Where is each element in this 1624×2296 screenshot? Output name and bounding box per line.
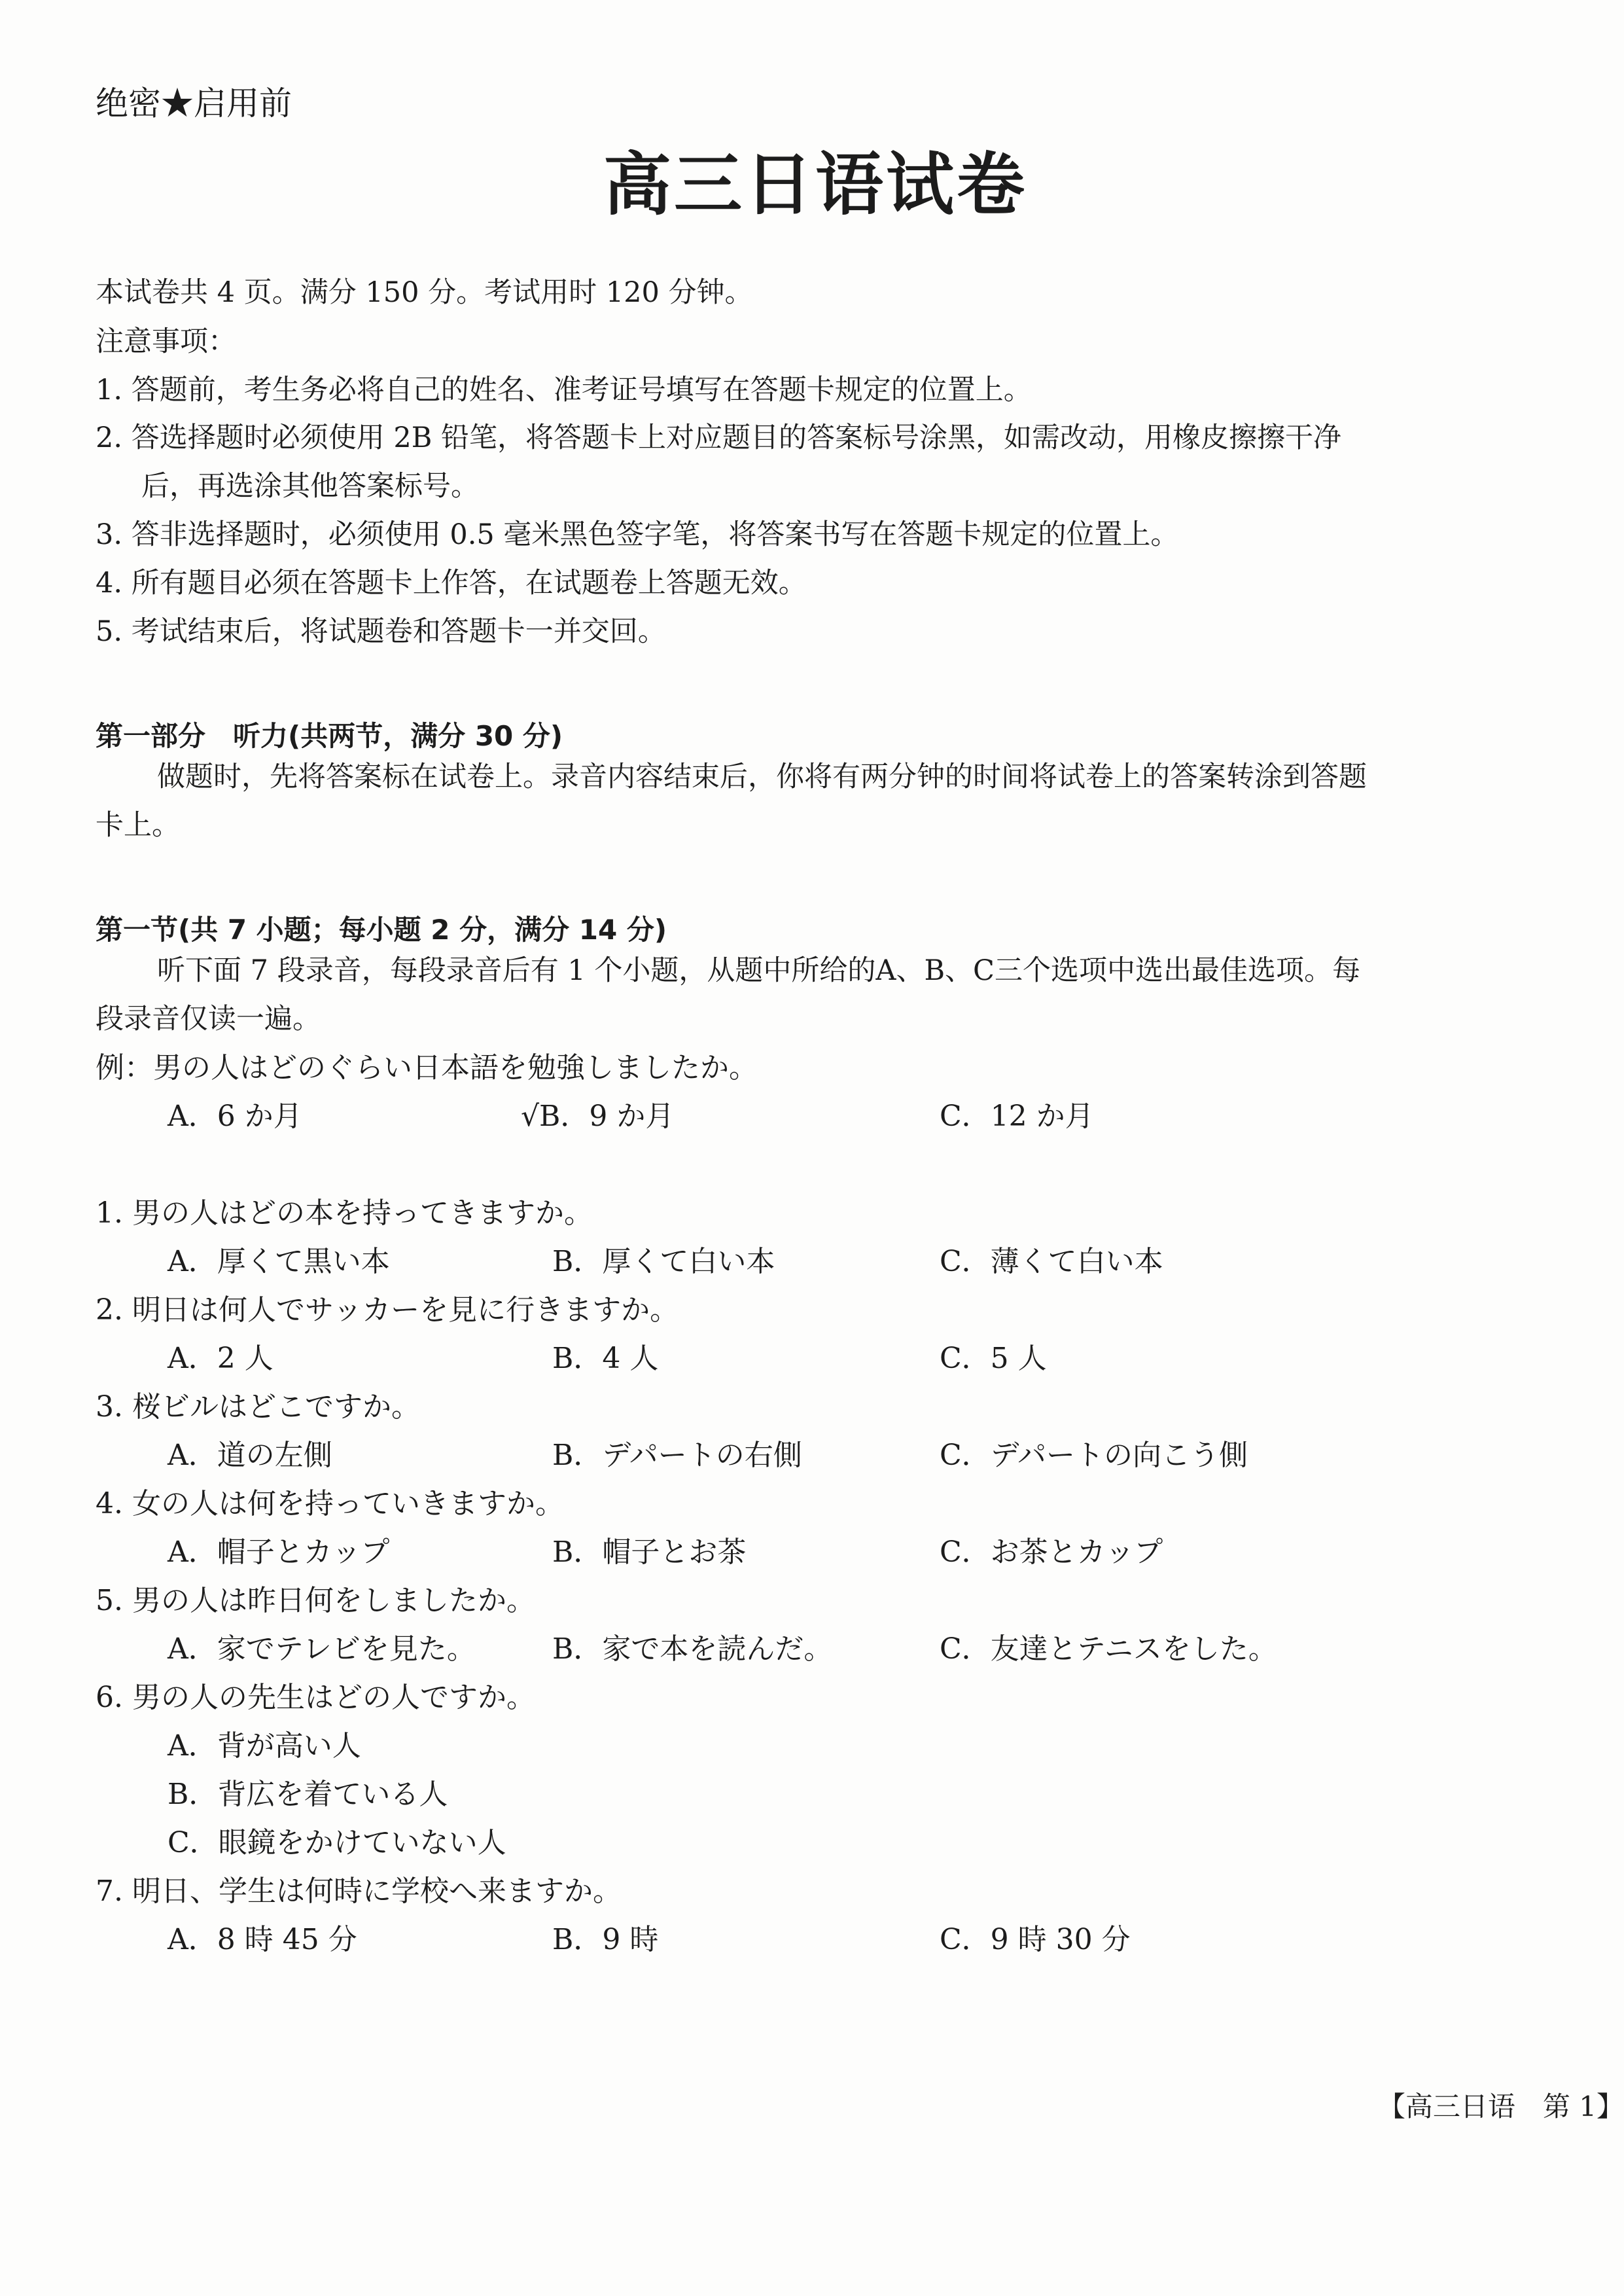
example-option-a: A．6 か月 xyxy=(168,1100,302,1133)
notice-item: 3. 答非选择题时，必须使用 0.5 毫米黑色签字笔，将答案书写在答题卡规定的位置上。 xyxy=(96,518,1179,551)
section1-instructions: 听下面 7 段录音，每段录音后有 1 个小题，从题中所给的A、B、C三个选项中选出最佳选项。每 xyxy=(157,954,1360,987)
notice-item: 2. 答选择题时必须使用 2B 铅笔，将答题卡上对应题目的答案标号涂黑，如需改动，用橡皮擦擦干净 xyxy=(96,422,1341,454)
example-option-c: C．12 か月 xyxy=(940,1100,1094,1133)
question-4: 4. 女の人は何を持っていきますか。 xyxy=(96,1487,564,1520)
question-5: 5. 男の人は昨日何をしましたか。 xyxy=(96,1584,535,1617)
example-question: 例：男の人はどのぐらい日本語を勉強しましたか。 xyxy=(96,1051,758,1085)
question-6-option-b: B．背広を着ている人 xyxy=(168,1778,448,1811)
notice-title: 注意事项： xyxy=(96,325,236,358)
question-7-option-b: B．9 時 xyxy=(552,1923,659,1956)
question-3-option-b: B．デパートの右側 xyxy=(552,1439,802,1472)
question-4-option-b: B．帽子とお茶 xyxy=(552,1535,747,1569)
question-5-option-a: A．家でテレビを見た。 xyxy=(168,1632,476,1666)
question-5-option-b: B．家で本を読んだ。 xyxy=(552,1632,833,1666)
notice-item-continuation: 后，再选涂其他答案标号。 xyxy=(141,470,479,503)
question-7: 7. 明日、学生は何時に学校へ来ますか。 xyxy=(96,1874,622,1908)
part1-instructions: 做题时，先将答案标在试卷上。录音内容结束后，你将有两分钟的时间将试卷上的答案转涂到答题 xyxy=(157,761,1367,793)
question-2-option-b: B．4 人 xyxy=(552,1342,659,1375)
section1-instructions-continuation: 段录音仅读一遍。 xyxy=(96,1003,321,1035)
question-1-option-c: C．薄くて白い本 xyxy=(940,1245,1163,1278)
example-option-b: √B．9 か月 xyxy=(521,1100,675,1133)
question-1-option-b: B．厚くて白い本 xyxy=(552,1245,775,1278)
part1-instructions-continuation: 卡上。 xyxy=(96,809,180,842)
question-6-option-a: A．背が高い人 xyxy=(168,1729,361,1763)
notice-item: 4. 所有题目必须在答题卡上作答，在试题卷上答题无效。 xyxy=(96,567,807,600)
page-footer: 【高三日语 第 1】 xyxy=(1377,2090,1624,2123)
notice-item: 5. 考试结束后，将试题卷和答题卡一并交回。 xyxy=(96,615,666,648)
question-4-option-c: C．お茶とカップ xyxy=(940,1535,1163,1569)
question-7-option-c: C．9 時 30 分 xyxy=(940,1923,1131,1956)
question-1-option-a: A．厚くて黒い本 xyxy=(168,1245,390,1278)
question-2: 2. 明日は何人でサッカーを見に行きますか。 xyxy=(96,1293,679,1327)
exam-summary: 本试卷共 4 页。满分 150 分。考试用时 120 分钟。 xyxy=(96,276,753,309)
question-1: 1. 男の人はどの本を持ってきますか。 xyxy=(96,1196,593,1230)
question-6: 6. 男の人の先生はどの人ですか。 xyxy=(96,1681,535,1714)
question-2-option-a: A．2 人 xyxy=(168,1342,274,1375)
page-title: 高三日语试卷 xyxy=(603,145,1027,224)
part1-heading: 第一部分 听力(共两节，满分 30 分) xyxy=(96,720,563,752)
notice-item: 1. 答题前，考生务必将自己的姓名、准考证号填写在答题卡规定的位置上。 xyxy=(96,374,1032,406)
question-2-option-c: C．5 人 xyxy=(940,1342,1047,1375)
question-7-option-a: A．8 時 45 分 xyxy=(168,1923,357,1956)
section1-heading: 第一节(共 7 小题；每小题 2 分，满分 14 分) xyxy=(96,914,667,946)
question-3: 3. 桜ビルはどこですか。 xyxy=(96,1390,420,1424)
confidential-label: 绝密★启用前 xyxy=(96,84,292,122)
question-6-option-c: C．眼鏡をかけていない人 xyxy=(168,1826,506,1859)
question-4-option-a: A．帽子とカップ xyxy=(168,1535,390,1569)
question-5-option-c: C．友達とテニスをした。 xyxy=(940,1632,1277,1666)
question-3-option-c: C．デパートの向こう側 xyxy=(940,1439,1248,1472)
question-3-option-a: A．道の左側 xyxy=(168,1439,332,1472)
